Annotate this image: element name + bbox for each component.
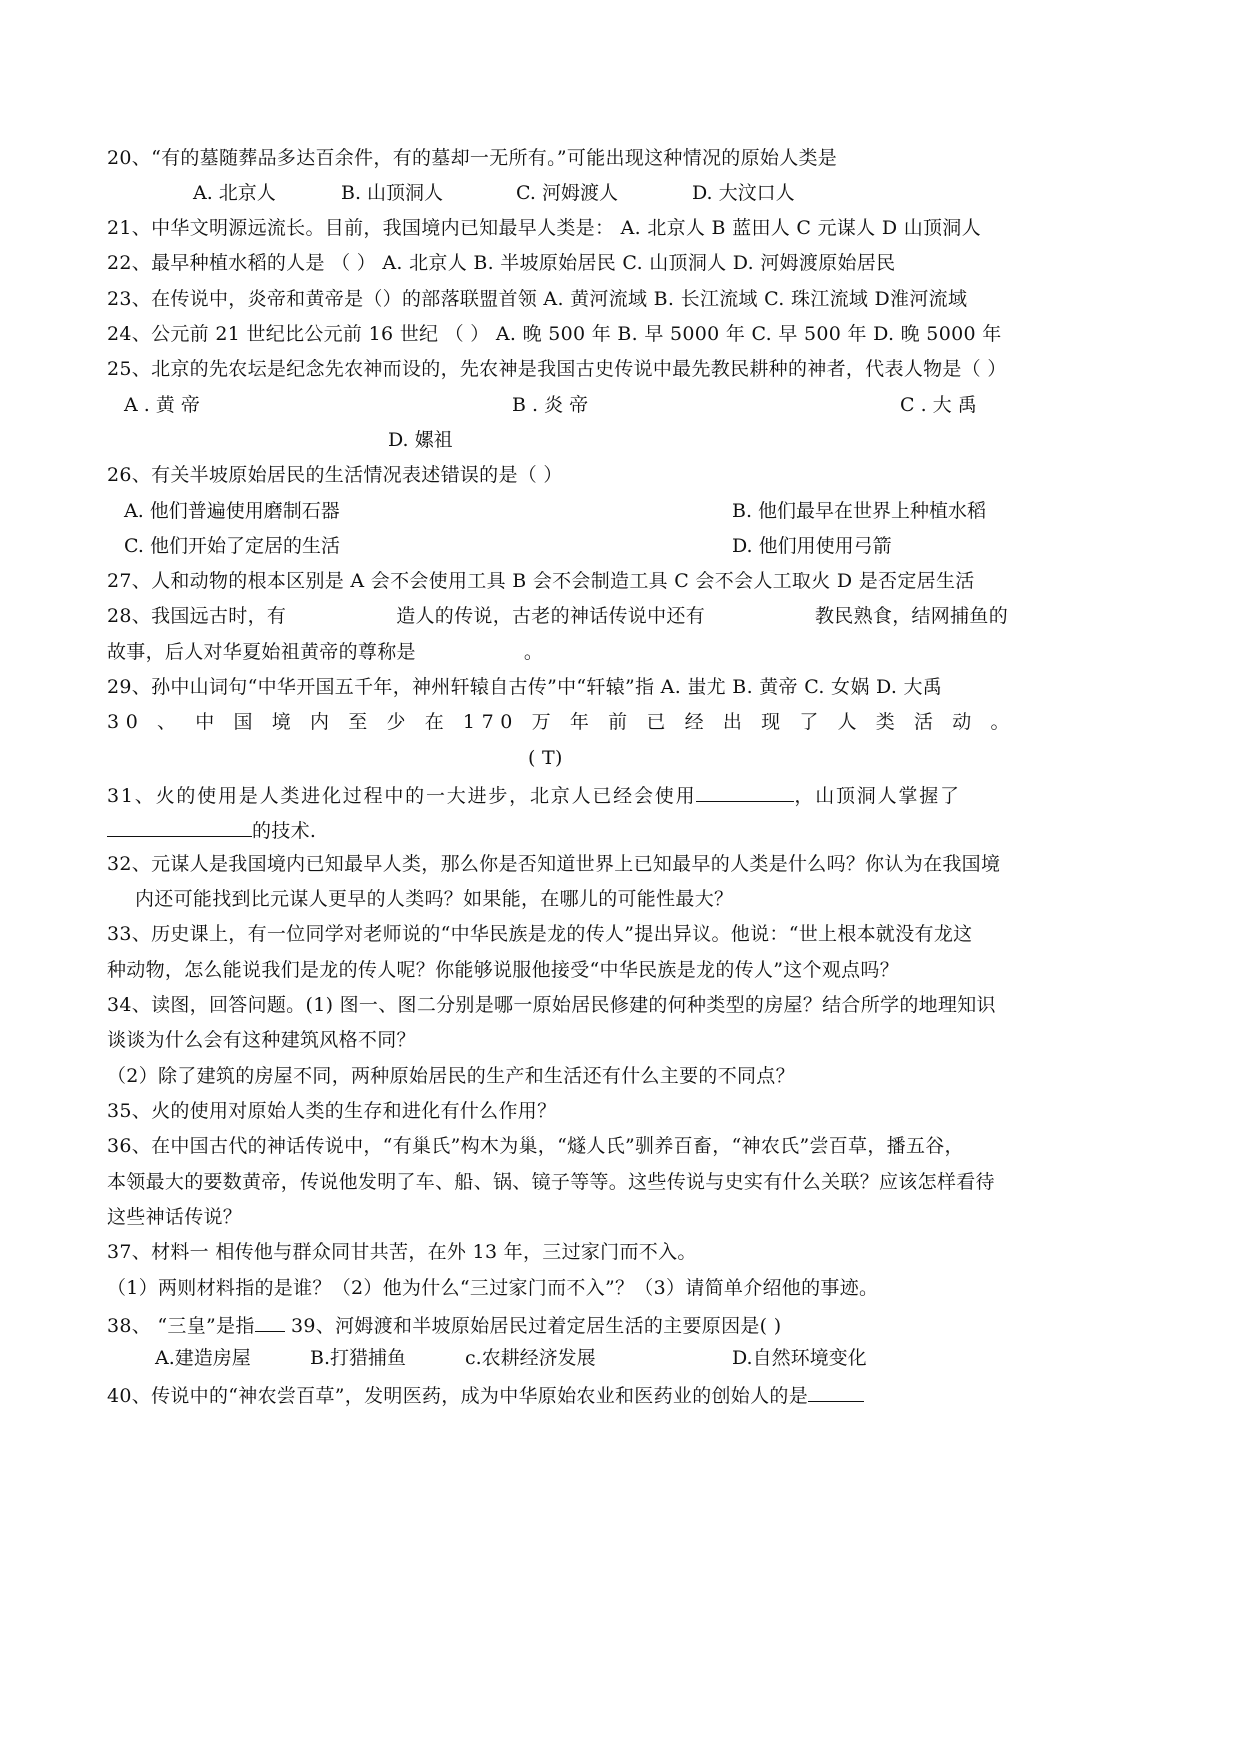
answer-blank[interactable] <box>696 781 794 802</box>
question-27: 27、人和动物的根本区别是 A 会不会使用工具 B 会不会制造工具 C 会不会人工取火 D 是否定居生活 <box>107 570 975 592</box>
question-26: 26、有关半坡原始居民的生活情况表述错误的是（ ） <box>107 464 563 486</box>
option-a: A. 北京人 <box>193 182 276 204</box>
option-c: C. 他们开始了定居的生活 <box>124 535 340 557</box>
question-30-answer: ( T) <box>528 747 563 769</box>
question-36-line2: 本领最大的要数黄帝，传说他发明了车、船、锅、镜子等等。这些传说与史实有什么关联？应该怎样看待 <box>107 1171 995 1193</box>
option-a: A.建造房屋 <box>155 1347 251 1369</box>
question-28-part2: 造人的传说，古老的神话传说中还有 <box>396 605 705 627</box>
question-38-39 <box>107 1311 781 1338</box>
question-28-part3: 教民熟食，结网捕鱼的 <box>815 605 1009 627</box>
question-31-line2 <box>107 816 316 843</box>
option-d: D. 大汶口人 <box>692 182 795 204</box>
question-31-line1 <box>107 781 961 808</box>
option-b: B . 炎 帝 <box>512 394 589 416</box>
question-33-line2: 种动物，怎么能说我们是龙的传人呢？你能够说服他接受“中华民族是龙的传人”这个观点吗？ <box>107 959 900 981</box>
question-31-part1: 31、火的使用是人类进化过程中的一大进步，北京人已经会使用 <box>107 785 697 807</box>
option-a: A. 他们普遍使用磨制石器 <box>124 500 340 522</box>
option-d: D.自然环境变化 <box>732 1347 867 1369</box>
question-25: 25、北京的先农坛是纪念先农神而设的，先农神是我国古史传说中最先教民耕种的神者，代表人物是（ ） <box>107 358 1007 380</box>
question-34-line1: 34、读图，回答问题。(1) 图一、图二分别是哪一原始居民修建的何种类型的房屋？结合所学的地理知识 <box>107 994 996 1016</box>
question-31-part2: ，山顶洞人掌握了 <box>794 785 961 807</box>
option-b: B.打猎捕鱼 <box>310 1347 407 1369</box>
option-c: C . 大 禹 <box>900 394 977 416</box>
question-28-line1 <box>107 604 1008 628</box>
question-32-line2: 内还可能找到比元谋人更早的人类吗？如果能，在哪儿的可能性最大？ <box>135 888 734 910</box>
question-31-line2-text: 的技术. <box>252 820 317 842</box>
answer-blank[interactable] <box>255 1311 285 1332</box>
option-a: A . 黄 帝 <box>124 394 200 416</box>
option-d: D. 他们用使用弓箭 <box>732 535 892 557</box>
question-21: 21、中华文明源远流长。目前，我国境内已知最早人类是： A. 北京人 B 蓝田人 C 元谋人 D 山顶洞人 <box>107 217 981 239</box>
question-32-line1: 32、元谋人是我国境内已知最早人类，那么你是否知道世界上已知最早的人类是什么吗？你认为在我国境 <box>107 853 1001 875</box>
question-35: 35、火的使用对原始人类的生存和进化有什么作用？ <box>107 1100 557 1122</box>
option-b: B. 山顶洞人 <box>341 182 444 204</box>
question-29: 29、孙中山词句“中华开国五千年，神州轩辕自古传”中“轩辕”指 A. 蚩尤 B. 黄帝 C. 女娲 D. 大禹 <box>107 676 943 698</box>
answer-blank[interactable] <box>107 816 252 837</box>
question-34-line3: （2）除了建筑的房屋不同，两种原始居民的生产和生活还有什么主要的不同点？ <box>107 1065 795 1087</box>
question-33-line1: 33、历史课上，有一位同学对老师说的“中华民族是龙的传人”提出异议。他说：“世上根本就没有龙这 <box>107 923 973 945</box>
answer-blank[interactable] <box>808 1381 864 1402</box>
question-28-part1: 28、我国远古时，有 <box>107 605 287 627</box>
question-30: 30 、 中 国 境 内 至 少 在 170 万 年 前 已 经 出 现 了 人 类 活 动 。 <box>107 711 1017 733</box>
option-c: c.农耕经济发展 <box>465 1347 596 1369</box>
question-39: 39、河姆渡和半坡原始居民过着定居生活的主要原因是( ) <box>284 1315 782 1337</box>
question-34-line2: 谈谈为什么会有这种建筑风格不同？ <box>107 1029 416 1051</box>
question-24: 24、公元前 21 世纪比公元前 16 世纪 （ ） A. 晚 500 年 B. 早 5000 年 C. 早 500 年 D. 晚 5000 年 <box>107 323 1002 345</box>
question-37-line2: （1）两则材料指的是谁？（2）他为什么“三过家门而不入”？（3）请简单介绍他的事迹。 <box>107 1277 879 1299</box>
question-28-line2a: 故事，后人对华夏始祖黄帝的尊称是 <box>107 641 416 663</box>
question-37-line1: 37、材料一 相传他与群众同甘共苦，在外 13 年，三过家门而不入。 <box>107 1241 697 1263</box>
question-36-line1: 36、在中国古代的神话传说中，“有巢氏”构木为巢，“燧人氏”驯养百畜，“神农氏”尝百草，播五谷， <box>107 1135 964 1157</box>
question-40 <box>107 1381 864 1408</box>
question-28-line2b: 。 <box>523 641 544 663</box>
question-20: 20、“有的墓随葬品多达百余件，有的墓却一无所有。”可能出现这种情况的原始人类是 <box>107 147 838 169</box>
question-36-line3: 这些神话传说？ <box>107 1206 243 1228</box>
question-23: 23、在传说中，炎帝和黄帝是（）的部落联盟首领 A. 黄河流域 B. 长江流域 C. 珠江流域 D淮河流域 <box>107 288 968 310</box>
option-b: B. 他们最早在世界上种植水稻 <box>732 500 987 522</box>
question-22: 22、最早种植水稻的人是 （ ） A. 北京人 B. 半坡原始居民 C. 山顶洞人 D. 河姆渡原始居民 <box>107 252 896 274</box>
question-40-text: 40、传说中的“神农尝百草”，发明医药，成为中华原始农业和医药业的创始人的是 <box>107 1385 809 1407</box>
option-d: D. 嫘祖 <box>388 429 453 451</box>
question-28-line2 <box>107 640 543 664</box>
option-c: C. 河姆渡人 <box>516 182 618 204</box>
question-38: 38、 “三皇”是指 <box>107 1315 255 1337</box>
